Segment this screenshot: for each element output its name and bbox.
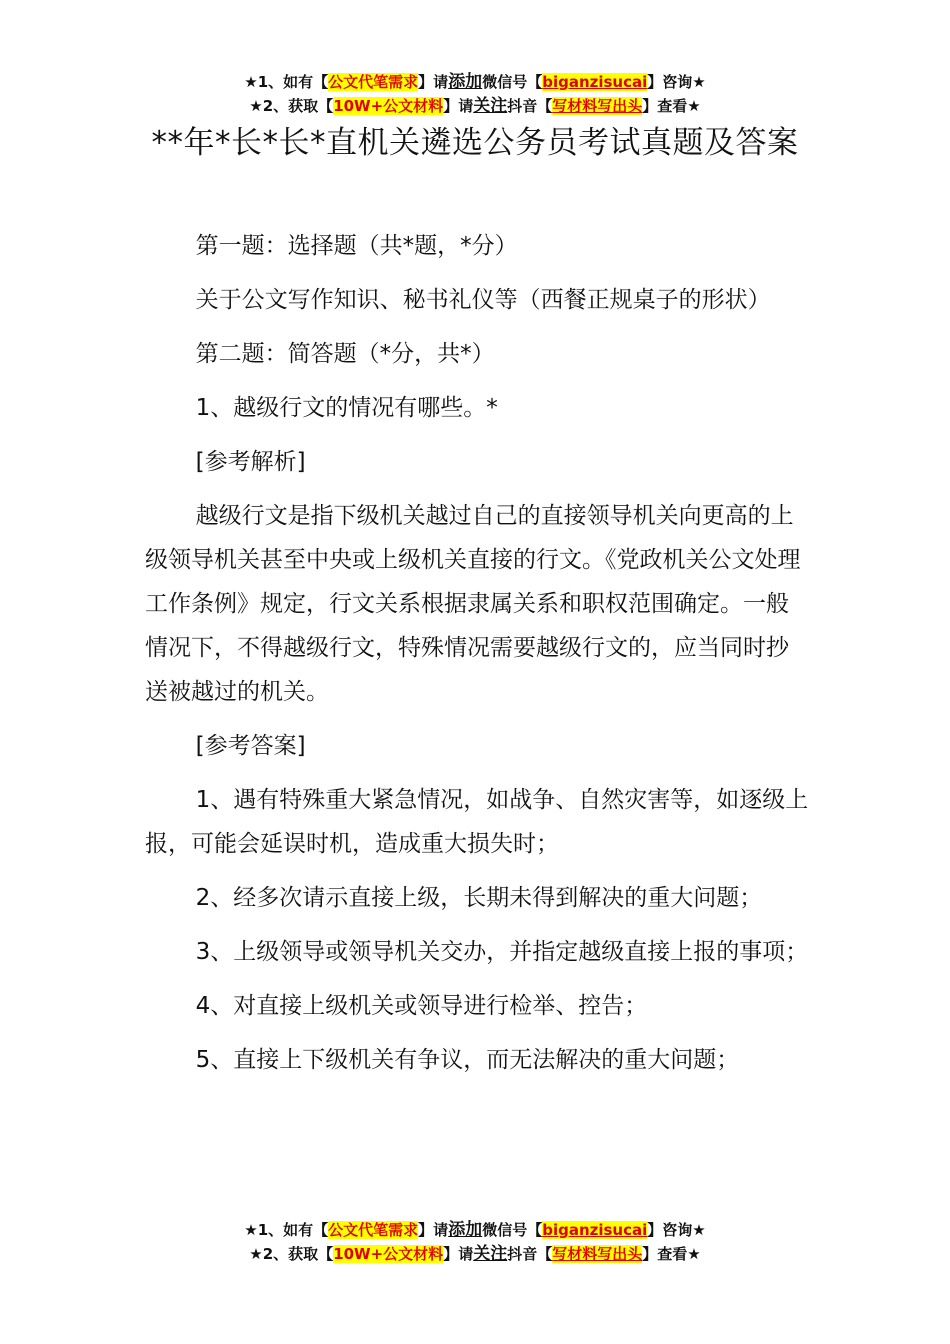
wechat-id: biganzisucai [542,73,648,91]
banner-line-1: ★1、如有【公文代笔需求】请添加微信号【biganzisucai】咨询★ [244,72,706,92]
banner-line-2: ★2、获取【10W+公文材料】请关注抖音【写材料写出头】查看★ [249,96,701,116]
document-body [145,224,810,1092]
star-icon: ★ [249,1245,263,1263]
answer-item: 2、经多次请示直接上级，长期未得到解决的重大问题； [195,885,763,911]
paragraph: 关于公文写作知识、秘书礼仪等（西餐正规桌子的形状） [195,287,771,313]
wechat-id: biganzisucai [542,1221,648,1239]
banner-line-1: ★1、如有【公文代笔需求】请添加微信号【biganzisucai】咨询★ [244,1220,706,1240]
page-title: **年*长*长*直机关遴选公务员考试真题及答案 [151,125,799,161]
question: 1、越级行文的情况有哪些。* [195,395,498,421]
section-heading: 第一题：选择题（共*题，*分） [195,233,518,259]
star-icon: ★ [692,1221,706,1239]
highlight-ghostwriting: 公文代笔需求 [328,73,419,91]
analysis-label: [参考解析] [195,449,306,475]
answer-label: [参考答案] [195,733,306,759]
douyin-account: 写材料写出头 [552,1245,643,1263]
answer-item: 4、对直接上级机关或领导进行检举、控告； [195,993,648,1019]
star-icon: ★ [244,1221,258,1239]
section-heading: 第二题：简答题（*分，共*） [195,341,495,367]
footer-banner [0,1218,950,1266]
star-icon: ★ [249,97,263,115]
star-icon: ★ [692,73,706,91]
header-banner [0,70,950,118]
answer-item: 5、直接上下级机关有争议，而无法解决的重大问题； [195,1047,740,1073]
star-icon: ★ [244,73,258,91]
star-icon: ★ [687,1245,701,1263]
douyin-account: 写材料写出头 [552,97,643,115]
paragraph: 越级行文是指下级机关越过自己的直接领导机关向更高的上级领导机关甚至中央或上级机关直接的行文。《党政机关公文处理工作条例》规定，行文关系根据隶属关系和职权范围确定。一般情况下，不得越级行文，特殊情况需要越级行文的，应当同时抄送被越过的机关。 [145,503,801,705]
answer-item: 3、上级领导或领导机关交办，并指定越级直接上报的事项； [195,939,809,965]
star-icon: ★ [687,97,701,115]
highlight-materials: 10W+公文材料 [333,97,444,115]
highlight-ghostwriting: 公文代笔需求 [328,1221,419,1239]
highlight-materials: 10W+公文材料 [333,1245,444,1263]
banner-line-2: ★2、获取【10W+公文材料】请关注抖音【写材料写出头】查看★ [249,1244,701,1264]
answer-item: 1、遇有特殊重大紧急情况，如战争、自然灾害等，如逐级上报，可能会延误时机，造成重大损失时； [145,787,809,857]
